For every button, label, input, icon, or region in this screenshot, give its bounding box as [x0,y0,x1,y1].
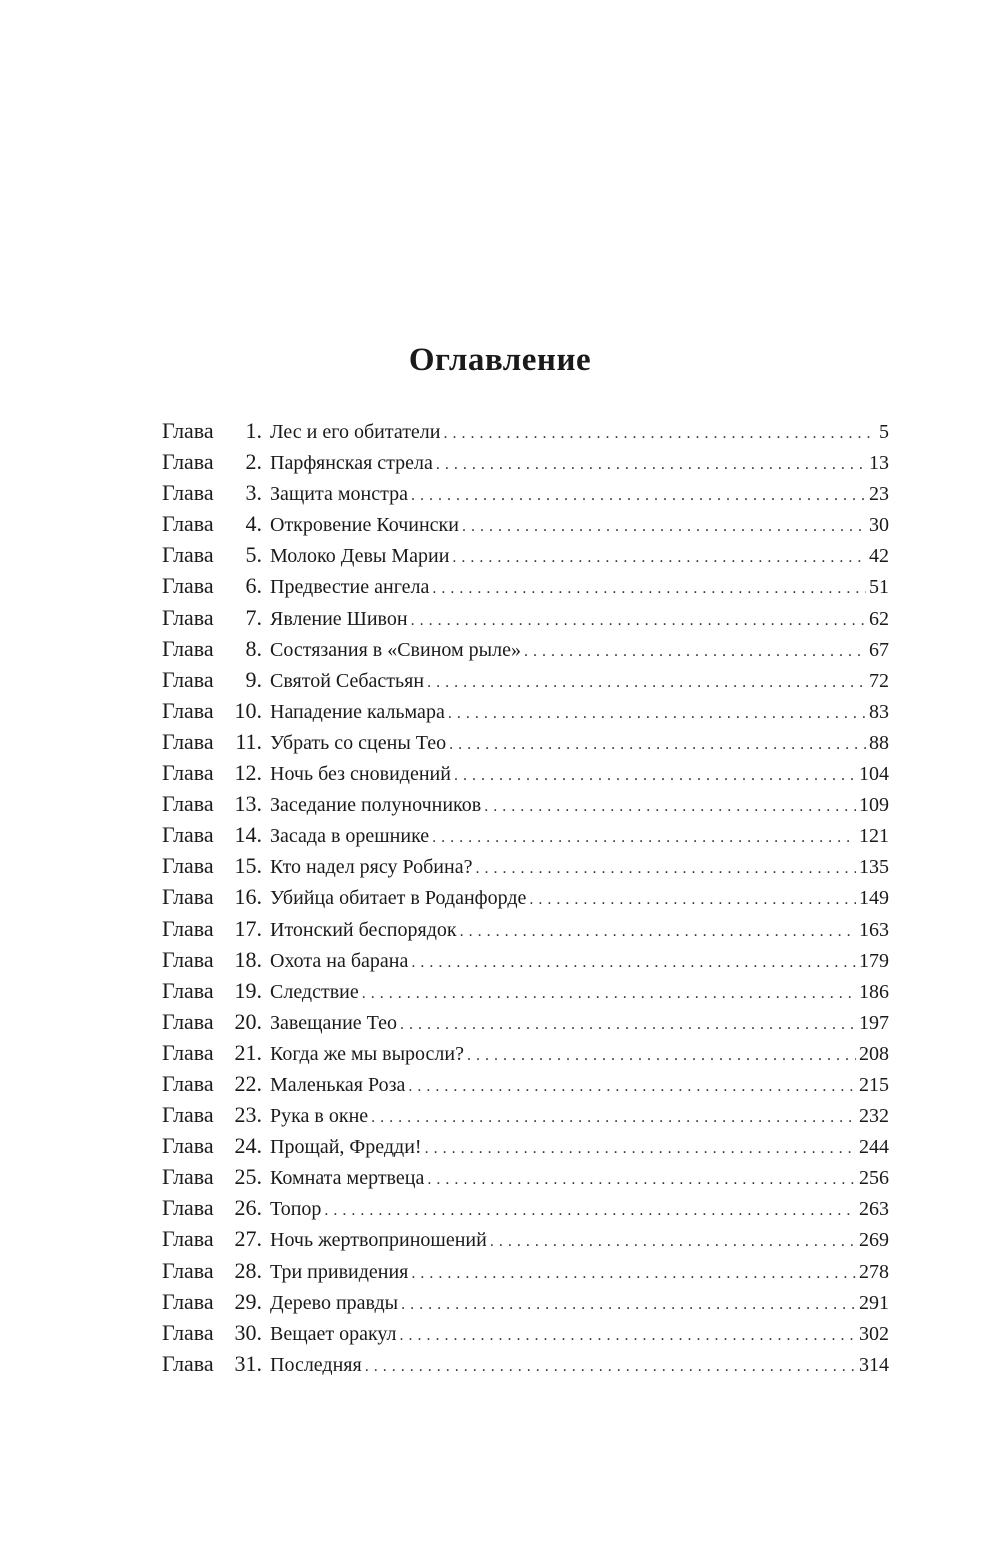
toc-entry [162,508,889,539]
chapter-number: 30. [234,1319,262,1345]
chapter-word: Глава [162,728,214,754]
dot-leader [371,1102,856,1133]
chapter-number: 11. [235,728,262,754]
chapter-word: Глава [162,480,214,506]
toc-entry [162,881,889,912]
chapter-word: Глава [162,1319,214,1345]
toc-entry [162,1255,889,1286]
chapter-number: 20. [234,1008,262,1034]
chapter-word: Глава [162,697,214,723]
toc-entry [162,1192,889,1223]
chapter-number: 9. [245,666,262,692]
chapter-title: Откровение Кочински [270,514,459,537]
chapter-word: Глава [162,573,214,599]
toc-entry [162,975,889,1006]
toc-entry [162,819,889,850]
page-number: 13 [869,452,889,475]
chapter-word: Глава [162,1102,214,1128]
chapter-number: 16. [234,884,262,910]
dot-leader [400,1320,856,1351]
chapter-number: 31. [234,1350,262,1376]
chapter-word: Глава [162,1350,214,1376]
toc-entry [162,446,889,477]
dot-leader [411,605,866,636]
chapter-title: Защита монстра [270,483,408,506]
page-number: 30 [869,514,889,537]
dot-leader [467,1040,856,1071]
chapter-number: 3. [245,480,262,506]
toc-entry [162,633,889,664]
page-number: 179 [859,949,889,972]
chapter-number: 27. [234,1226,262,1252]
toc-entry [162,1223,889,1254]
chapter-title: Лес и его обитатели [270,421,441,443]
page-number: 215 [859,1073,889,1096]
toc-entry [162,944,889,975]
page-number: 88 [869,731,889,754]
dot-leader [524,636,866,667]
chapter-title: Три привидения [270,1260,409,1283]
page-number: 51 [869,576,889,599]
page-number: 83 [869,700,889,723]
chapter-title: Вещает оракул [270,1322,397,1345]
page-number: 67 [869,638,889,661]
dot-leader [365,1351,856,1382]
chapter-title: Рука в окне [270,1105,369,1128]
dot-leader [362,978,856,1009]
toc-entry [162,539,889,570]
toc-entry [162,1286,889,1317]
chapter-word: Глава [162,915,214,941]
chapter-word: Глава [162,449,214,475]
chapter-number: 17. [234,915,262,941]
chapter-number: 24. [234,1133,262,1159]
page-number: 208 [859,1042,889,1065]
chapter-number: 2. [245,449,262,475]
toc-entry [162,1317,889,1348]
dot-leader [411,947,856,978]
chapter-title: Когда же мы выросли? [270,1042,464,1065]
dot-leader [400,1009,856,1040]
page-number: 302 [859,1322,889,1345]
page-number: 104 [859,763,889,786]
chapter-word: Глава [162,604,214,630]
dot-leader [484,791,856,822]
toc-entry [162,788,889,819]
chapter-number: 1. [245,418,262,443]
chapter-title: Явление Шивон [270,607,408,630]
chapter-title: Святой Себастьян [270,669,425,692]
chapter-word: Глава [162,1070,214,1096]
dot-leader [449,729,866,760]
chapter-word: Глава [162,946,214,972]
chapter-title: Ночь жертвоприношений [270,1229,487,1252]
toc-entry [162,850,889,881]
chapter-number: 18. [234,946,262,972]
toc-entry [162,757,889,788]
chapter-title: Дерево правды [270,1291,399,1314]
chapter-title: Парфянская стрела [270,452,433,475]
chapter-number: 23. [234,1102,262,1128]
chapter-title: Ночь без сновидений [270,763,451,786]
toc-entry [162,664,889,695]
chapter-title: Молоко Девы Марии [270,545,450,568]
page-number: 278 [859,1260,889,1283]
chapter-word: Глава [162,1226,214,1252]
chapter-title: Убийца обитает в Роданфорде [270,887,527,910]
chapter-number: 14. [234,822,262,848]
chapter-word: Глава [162,1039,214,1065]
dot-leader [475,853,856,884]
dot-leader [460,916,856,947]
dot-leader [427,1164,856,1195]
dot-leader [425,1133,856,1164]
page-number: 72 [869,669,889,692]
page-number: 232 [859,1105,889,1128]
page-number: 291 [859,1291,889,1314]
dot-leader [427,667,866,698]
chapter-title: Завещание Тео [270,1011,397,1034]
chapter-title: Охота на барана [270,949,409,972]
page-number: 42 [869,545,889,568]
dot-leader [432,573,866,604]
chapter-title: Последняя [270,1353,362,1376]
chapter-number: 12. [234,760,262,786]
toc-entry [162,602,889,633]
page-title: Оглавление [408,342,592,378]
chapter-word: Глава [162,1195,214,1221]
dot-leader [490,1226,856,1257]
chapter-title: Топор [270,1198,322,1221]
chapter-word: Глава [162,791,214,817]
chapter-word: Глава [162,511,214,537]
table-of-contents [162,415,889,1379]
dot-leader [452,542,866,573]
dot-leader [432,822,856,853]
page-number: 263 [859,1198,889,1221]
chapter-word: Глава [162,1257,214,1283]
chapter-word: Глава [162,977,214,1003]
page-number: 197 [859,1011,889,1034]
chapter-word: Глава [162,884,214,910]
toc-entry [162,1161,889,1192]
chapter-word: Глава [162,1008,214,1034]
dot-leader [436,449,866,480]
page-number: 314 [859,1353,889,1376]
chapter-word: Глава [162,1133,214,1159]
chapter-title: Предвестие ангела [270,576,430,599]
chapter-title: Заседание полуночников [270,794,482,817]
chapter-number: 8. [245,635,262,661]
page-number: 186 [859,980,889,1003]
toc-entry [162,415,889,446]
toc-entry [162,477,889,508]
toc-entry [162,1037,889,1068]
page-number: 149 [859,887,889,910]
page-number: 256 [859,1167,889,1190]
page-number: 62 [869,607,889,630]
toc-entry [162,1006,889,1037]
dot-leader [462,511,866,542]
toc-entry [162,695,889,726]
chapter-number: 25. [234,1164,262,1190]
chapter-word: Глава [162,666,214,692]
chapter-number: 4. [245,511,262,537]
dot-leader [454,760,856,791]
page-number: 109 [859,794,889,817]
chapter-word: Глава [162,1288,214,1314]
toc-entry [162,1068,889,1099]
chapter-title: Засада в орешнике [270,825,430,848]
page-number: 5 [879,421,889,443]
chapter-number: 28. [234,1257,262,1283]
chapter-title: Кто надел рясу Робина? [270,856,473,879]
dot-leader [448,698,866,729]
chapter-title: Состязания в «Свином рыле» [270,638,521,661]
chapter-number: 6. [245,573,262,599]
toc-entry [162,913,889,944]
chapter-title: Следствие [270,980,359,1003]
chapter-number: 21. [234,1039,262,1065]
chapter-number: 29. [234,1288,262,1314]
page-number: 163 [859,918,889,941]
dot-leader [529,884,856,915]
chapter-number: 5. [245,542,262,568]
chapter-word: Глава [162,542,214,568]
chapter-word: Глава [162,760,214,786]
dot-leader [411,1258,856,1289]
chapter-word: Глава [162,635,214,661]
page-number: 135 [859,856,889,879]
chapter-title: Итонский беспорядок [270,918,457,941]
chapter-number: 10. [234,697,262,723]
dot-leader [411,480,866,511]
toc-entry [162,570,889,601]
page-number: 23 [869,483,889,506]
chapter-word: Глава [162,853,214,879]
toc-entry [162,1099,889,1130]
dot-leader [324,1195,856,1226]
chapter-word: Глава [162,1164,214,1190]
chapter-title: Комната мертвеца [270,1167,425,1190]
page-number: 269 [859,1229,889,1252]
toc-entry [162,1348,889,1379]
page-number: 244 [859,1136,889,1159]
chapter-word: Глава [162,822,214,848]
chapter-number: 22. [234,1070,262,1096]
dot-leader [401,1289,856,1320]
chapter-title: Прощай, Фредди! [270,1136,422,1159]
toc-entry [162,1130,889,1161]
chapter-number: 15. [234,853,262,879]
chapter-number: 19. [234,977,262,1003]
chapter-title: Нападение кальмара [270,700,445,723]
chapter-number: 26. [234,1195,262,1221]
toc-entry [162,726,889,757]
chapter-title: Убрать со сцены Тео [270,731,447,754]
chapter-word: Глава [162,418,214,443]
dot-leader [444,418,877,449]
chapter-number: 7. [245,604,262,630]
page-number: 121 [859,825,889,848]
dot-leader [408,1071,856,1102]
chapter-number: 13. [234,791,262,817]
chapter-title: Маленькая Роза [270,1073,406,1096]
